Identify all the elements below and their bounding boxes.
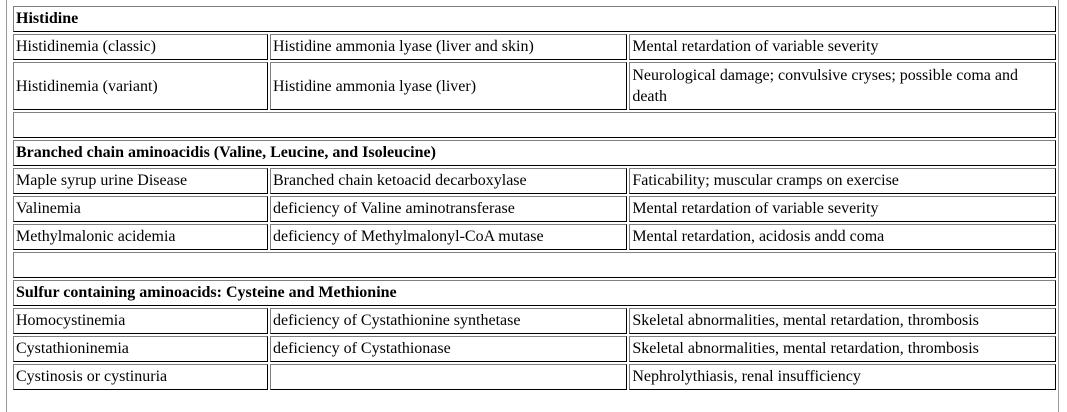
symptoms-cell: Neurological damage; convulsive cryses; possible coma and death	[629, 62, 1056, 110]
disease-cell: Valinemia	[13, 196, 268, 222]
symptoms-cell: Nephrolythiasis, renal insufficiency	[629, 364, 1056, 390]
symptoms-cell: Faticability; muscular cramps on exercise	[629, 168, 1056, 194]
spacer-cell	[13, 252, 1056, 278]
symptoms-cell: Mental retardation, acidosis andd coma	[629, 224, 1056, 250]
table-row	[13, 308, 1056, 334]
spacer-row	[13, 252, 1056, 278]
enzyme-cell: Branched chain ketoacid decarboxylase	[270, 168, 627, 194]
section-heading: Branched chain aminoacidis (Valine, Leucine, and Isoleucine)	[13, 140, 1056, 166]
table-row	[13, 336, 1056, 362]
enzyme-cell: deficiency of Valine aminotransferase	[270, 196, 627, 222]
enzyme-cell: Histidine ammonia lyase (liver)	[270, 62, 627, 110]
disease-cell: Cystinosis or cystinuria	[13, 364, 268, 390]
disease-cell: Maple syrup urine Disease	[13, 168, 268, 194]
enzyme-cell: deficiency of Cystathionine synthetase	[270, 308, 627, 334]
table-row	[13, 34, 1056, 60]
symptoms-cell: Skeletal abnormalities, mental retardation, thrombosis	[629, 308, 1056, 334]
symptoms-cell: Skeletal abnormalities, mental retardation, thrombosis	[629, 336, 1056, 362]
disease-cell: Methylmalonic acidemia	[13, 224, 268, 250]
aminoacid-disorders-table	[11, 4, 1058, 392]
disease-cell: Cystathioninemia	[13, 336, 268, 362]
section-heading-row	[13, 140, 1056, 166]
symptoms-cell: Mental retardation of variable severity	[629, 34, 1056, 60]
disease-cell: Histidinemia (classic)	[13, 34, 268, 60]
disease-cell: Homocystinemia	[13, 308, 268, 334]
section-heading: Sulfur containing aminoacids: Cysteine and Methionine	[13, 280, 1056, 306]
disease-cell: Histidinemia (variant)	[13, 62, 268, 110]
spacer-row	[13, 112, 1056, 138]
section-heading-row	[13, 280, 1056, 306]
table-row	[13, 168, 1056, 194]
section-heading-row	[13, 6, 1056, 32]
table-row	[13, 224, 1056, 250]
section-heading: Histidine	[13, 6, 1056, 32]
enzyme-cell: Histidine ammonia lyase (liver and skin)	[270, 34, 627, 60]
table-row	[13, 62, 1056, 110]
enzyme-cell	[270, 364, 627, 390]
table-row	[13, 364, 1056, 390]
table-row	[13, 196, 1056, 222]
spacer-cell	[13, 112, 1056, 138]
enzyme-cell: deficiency of Cystathionase	[270, 336, 627, 362]
enzyme-cell: deficiency of Methylmalonyl-CoA mutase	[270, 224, 627, 250]
symptoms-cell: Mental retardation of variable severity	[629, 196, 1056, 222]
